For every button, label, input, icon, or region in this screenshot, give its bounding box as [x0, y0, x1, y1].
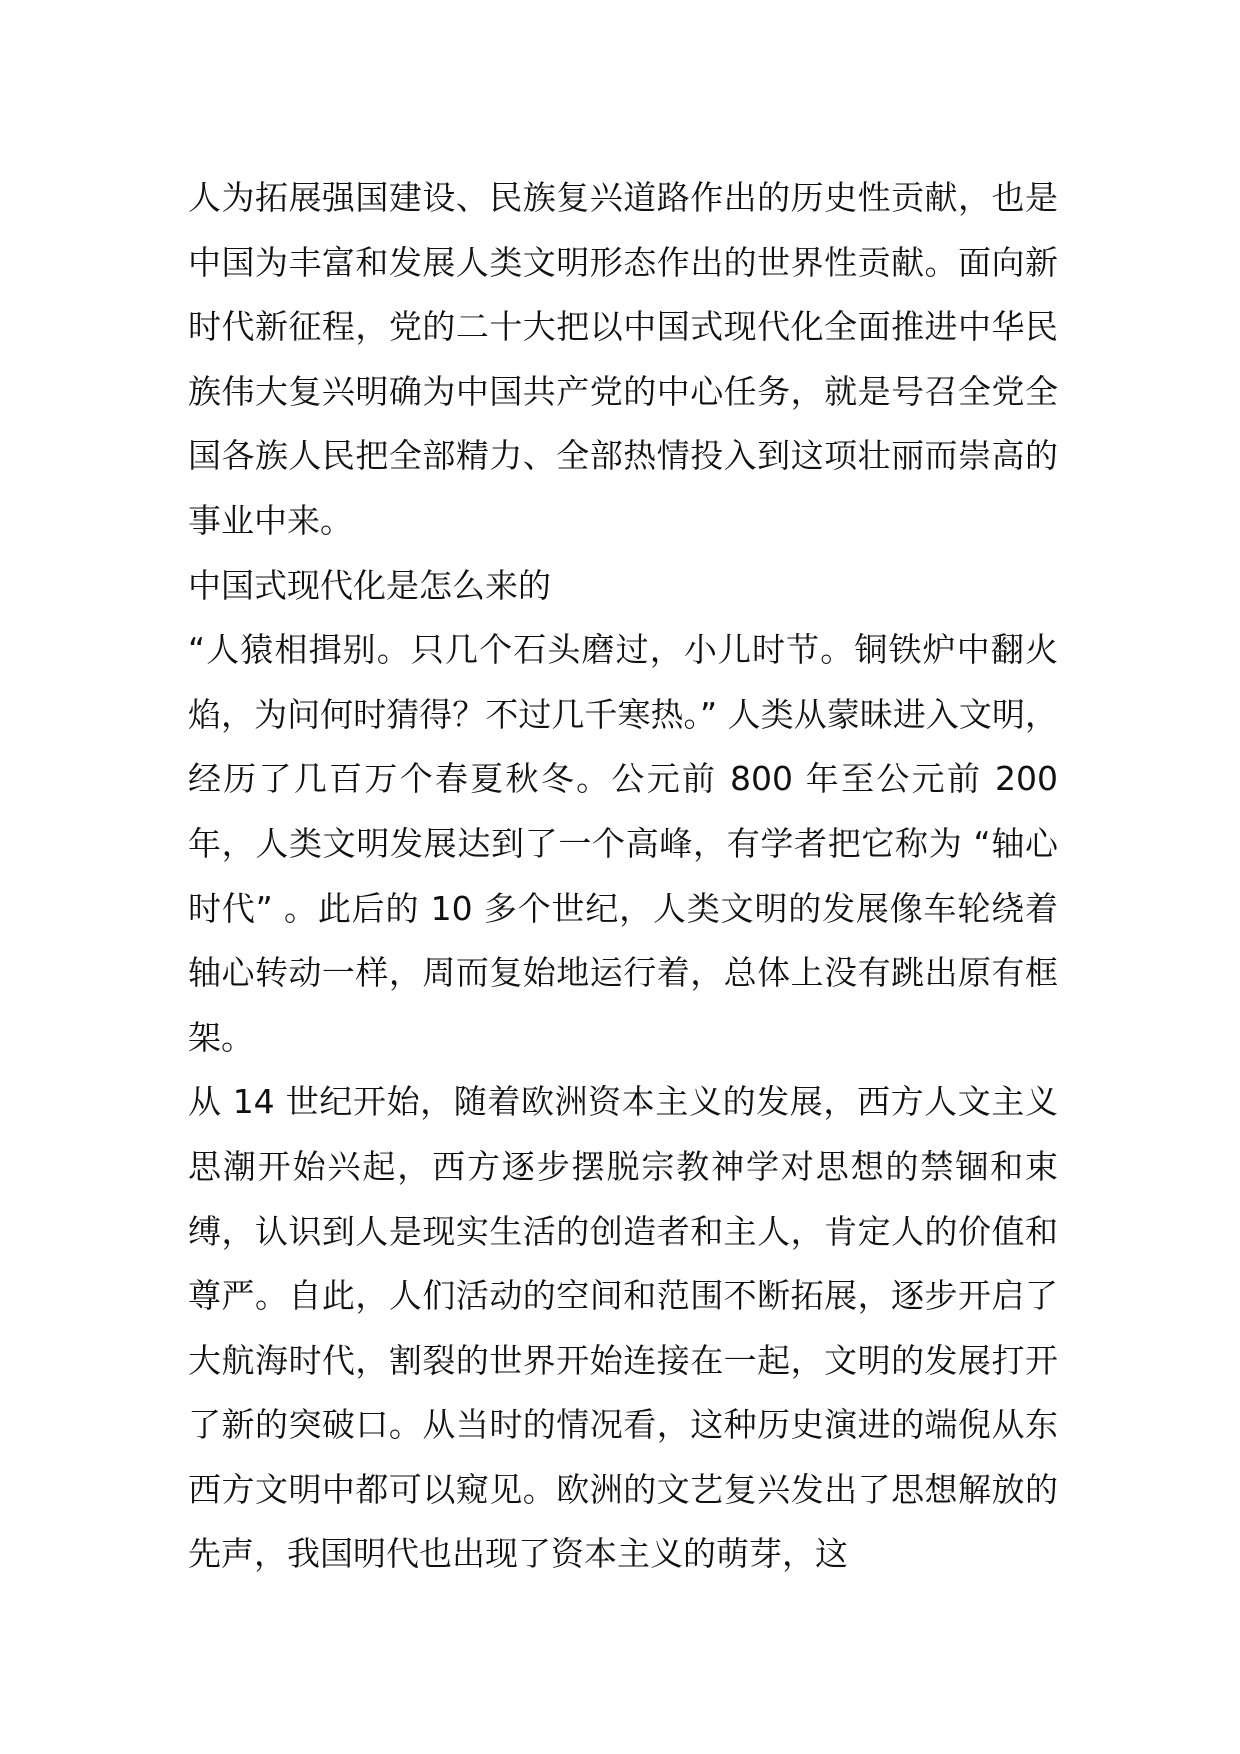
paragraph-quote: “人猿相揖别。只几个石头磨过，小儿时节。铜铁炉中翻火焰，为问何时猜得？不过几千寒热。” 人类从蒙昧进入文明，经历了几百万个春夏秋冬。公元前 800 年至公元前 200 年，人类文明发展达到了一个高峰，有学者把它称为 “轴心时代” 。此后的 10 多个世纪，人类文明的发展像车轮绕着轴心转动一样，周而复始地运行着，总体上没有跳出原有框架。: [188, 630, 1058, 1057]
document-body: [188, 166, 1058, 1587]
paragraph-history: 从 14 世纪开始，随着欧洲资本主义的发展，西方人文主义思潮开始兴起，西方逐步摆脱宗教神学对思想的禁锢和束缚，认识到人是现实生活的创造者和主人，肯定人的价值和尊严。自此，人们活动的空间和范围不断拓展，逐步开启了大航海时代，割裂的世界开始连接在一起，文明的发展打开了新的突破口。从当时的情况看，这种历史演进的端倪从东西方文明中都可以窥见。欧洲的文艺复兴发出了思想解放的先声，我国明代也出现了资本主义的萌芽，这: [188, 1082, 1058, 1574]
section-heading: 中国式现代化是怎么来的: [188, 565, 551, 605]
paragraph-continuation: 人为拓展强国建设、民族复兴道路作出的历史性贡献，也是中国为丰富和发展人类文明形态作出的世界性贡献。面向新时代新征程，党的二十大把以中国式现代化全面推进中华民族伟大复兴明确为中国共产党的中心任务，就是号召全党全国各族人民把全部精力、全部热情投入到这项壮丽而崇高的事业中来。: [188, 178, 1058, 540]
